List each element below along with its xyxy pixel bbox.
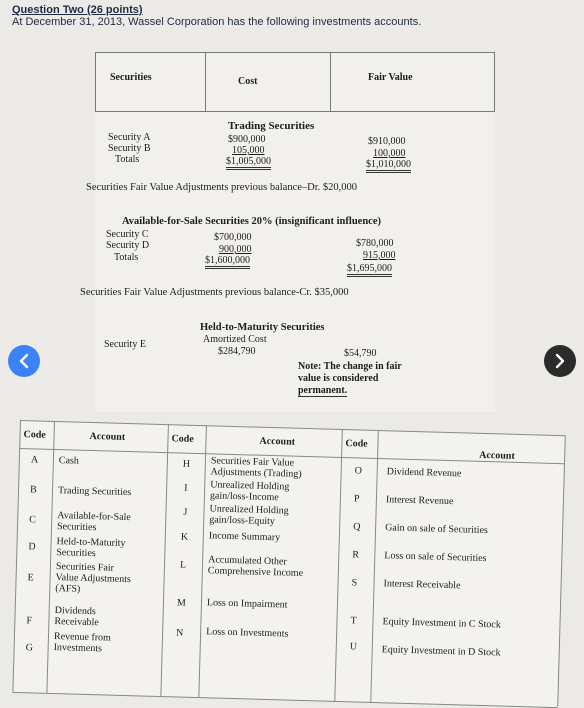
next-button[interactable] xyxy=(544,345,576,377)
account-line: Securities xyxy=(56,521,97,534)
col-divider xyxy=(334,429,343,701)
code-n: N xyxy=(175,627,184,639)
security-a-cost: $900,000 xyxy=(228,134,266,145)
chevron-left-icon xyxy=(17,353,31,369)
account-line: Value Adjustments xyxy=(55,572,132,586)
account-line: Unrealized Holding xyxy=(209,503,289,517)
account-d xyxy=(56,536,125,560)
account-l xyxy=(208,554,304,579)
account-line: Dividends xyxy=(54,605,96,618)
account-line: Investments xyxy=(53,642,103,655)
col-fair-value: Fair Value xyxy=(368,72,413,83)
trading-total-cost: $1,005,000 xyxy=(226,157,271,170)
table-border-right xyxy=(557,435,566,707)
afs-total-fair: $1,695,000 xyxy=(347,264,392,277)
code-l: L xyxy=(179,559,187,571)
account-line: Securities Fair xyxy=(55,561,115,574)
account-h xyxy=(210,455,302,480)
trading-totals: Totals xyxy=(115,154,140,165)
account-line: Interest Revenue xyxy=(385,494,454,508)
code-b: B xyxy=(29,484,37,496)
table-border-left xyxy=(12,420,21,692)
account-line: Securities xyxy=(56,547,96,560)
question-intro: At December 31, 2013, Wassel Corporation has the following investments accounts. xyxy=(12,16,422,28)
account-u xyxy=(382,644,501,658)
account-line: gain/loss-Equity xyxy=(209,514,275,528)
account-line: Dividend Revenue xyxy=(386,466,462,480)
code-h: H xyxy=(182,458,191,470)
afs-totals: Totals xyxy=(114,252,139,263)
account-line: Income Summary xyxy=(208,530,281,544)
hdr-account-1: Account xyxy=(89,430,126,443)
account-line: Equity Investment in C Stock xyxy=(382,616,501,631)
code-g: G xyxy=(25,642,34,654)
code-p: P xyxy=(353,493,360,505)
account-q xyxy=(385,522,488,536)
security-b-cost: 105,000 xyxy=(232,145,265,156)
account-a xyxy=(59,455,79,467)
hdr-code-3: Code xyxy=(345,438,368,450)
code-d: D xyxy=(28,541,36,553)
code-r: R xyxy=(352,549,360,561)
account-line: Receivable xyxy=(54,616,99,629)
code-i: I xyxy=(184,482,188,494)
security-b: Security B xyxy=(108,143,151,154)
code-s: S xyxy=(351,577,358,589)
htm-note-line-2: value is considered xyxy=(298,373,379,384)
account-f xyxy=(54,605,99,628)
trading-title: Trading Securities xyxy=(228,120,315,132)
hdr-account-2: Account xyxy=(259,435,296,448)
col-divider xyxy=(160,424,169,696)
account-g xyxy=(54,631,112,655)
htm-amortized-label: Amortized Cost xyxy=(203,334,267,345)
account-i xyxy=(210,479,290,503)
afs-total-cost: $1,600,000 xyxy=(205,256,250,269)
account-line: Trading Securities xyxy=(57,485,132,499)
account-m xyxy=(207,597,288,610)
code-o: O xyxy=(354,465,363,477)
htm-note-line-3: permanent. xyxy=(298,385,348,396)
question-title: Question Two (26 points) xyxy=(12,4,143,16)
header-divider xyxy=(205,52,206,112)
code-m: M xyxy=(176,597,187,609)
account-line: Held-to-Maturity xyxy=(56,536,126,549)
header-divider xyxy=(330,52,331,112)
account-line: Gain on sale of Securities xyxy=(384,522,488,537)
code-u: U xyxy=(349,641,358,653)
account-line: Comprehensive Income xyxy=(207,565,304,579)
col-divider xyxy=(198,425,207,697)
hdr-code-1: Code xyxy=(23,429,46,441)
account-code-table xyxy=(12,420,564,707)
trading-total-fair: $1,010,000 xyxy=(366,160,411,173)
account-line: Adjustments (Trading) xyxy=(210,466,302,480)
account-line: (AFS) xyxy=(55,583,81,595)
account-j xyxy=(209,503,289,527)
col-divider xyxy=(370,430,379,702)
hdr-account-3: Account xyxy=(479,449,515,462)
htm-note-line-1: Note: The change in fair xyxy=(298,361,402,372)
securities-table-header xyxy=(95,52,495,112)
account-line: Accumulated Other xyxy=(208,554,287,568)
security-c-fair: $780,000 xyxy=(356,238,394,249)
hdr-code-2: Code xyxy=(171,433,194,445)
afs-title: Available-for-Sale Securities 20% (insignificant influence) xyxy=(122,216,381,227)
security-a: Security A xyxy=(108,132,151,143)
account-line: Loss on sale of Securities xyxy=(384,550,487,565)
account-k xyxy=(209,530,281,543)
account-line: Revenue from xyxy=(53,631,112,644)
account-line: Unrealized Holding xyxy=(210,479,290,493)
security-a-fair: $910,000 xyxy=(368,136,406,147)
afs-adjustment: Securities Fair Value Adjustments previous balance-Cr. $35,000 xyxy=(80,287,349,298)
account-t xyxy=(382,616,501,630)
account-line: Securities Fair Value xyxy=(210,455,295,469)
account-o xyxy=(387,466,462,479)
account-n xyxy=(206,626,288,639)
account-line: Available-for-Sale xyxy=(57,510,131,524)
col-cost: Cost xyxy=(238,76,258,87)
account-p xyxy=(386,494,454,507)
account-r xyxy=(384,550,486,564)
code-e: E xyxy=(27,572,34,584)
account-s xyxy=(383,578,460,591)
account-e xyxy=(55,561,131,596)
col-securities: Securities xyxy=(110,72,152,83)
security-d-cost: 900,000 xyxy=(219,244,252,255)
security-b-fair: 100,000 xyxy=(373,148,406,159)
code-q: Q xyxy=(352,521,361,533)
htm-amortized-value: $284,790 xyxy=(218,346,256,357)
security-d: Security D xyxy=(106,240,150,251)
code-t: T xyxy=(350,615,357,627)
account-c xyxy=(57,510,131,534)
security-e: Security E xyxy=(104,339,146,350)
code-f: F xyxy=(26,615,33,627)
account-line: Cash xyxy=(58,455,80,467)
prev-button[interactable] xyxy=(8,345,40,377)
security-c-cost: $700,000 xyxy=(214,232,252,243)
account-line: gain/loss-Income xyxy=(209,490,279,504)
security-c: Security C xyxy=(106,229,149,240)
account-line: Loss on Investments xyxy=(206,626,289,640)
htm-title: Held-to-Maturity Securities xyxy=(200,322,325,333)
code-j: J xyxy=(183,506,188,518)
account-line: Loss on Impairment xyxy=(206,597,288,611)
code-c: C xyxy=(29,514,37,526)
account-line: Interest Receivable xyxy=(383,578,461,592)
code-k: K xyxy=(180,531,189,543)
code-a: A xyxy=(30,454,39,466)
question-heading xyxy=(12,4,421,28)
trading-adjustment: Securities Fair Value Adjustments previous balance–Dr. $20,000 xyxy=(86,182,358,193)
htm-fair-value: $54,790 xyxy=(344,348,377,359)
security-d-fair: 915,000 xyxy=(363,250,396,261)
account-line: Equity Investment in D Stock xyxy=(381,644,501,659)
account-b xyxy=(58,485,132,498)
chevron-right-icon xyxy=(553,353,567,369)
